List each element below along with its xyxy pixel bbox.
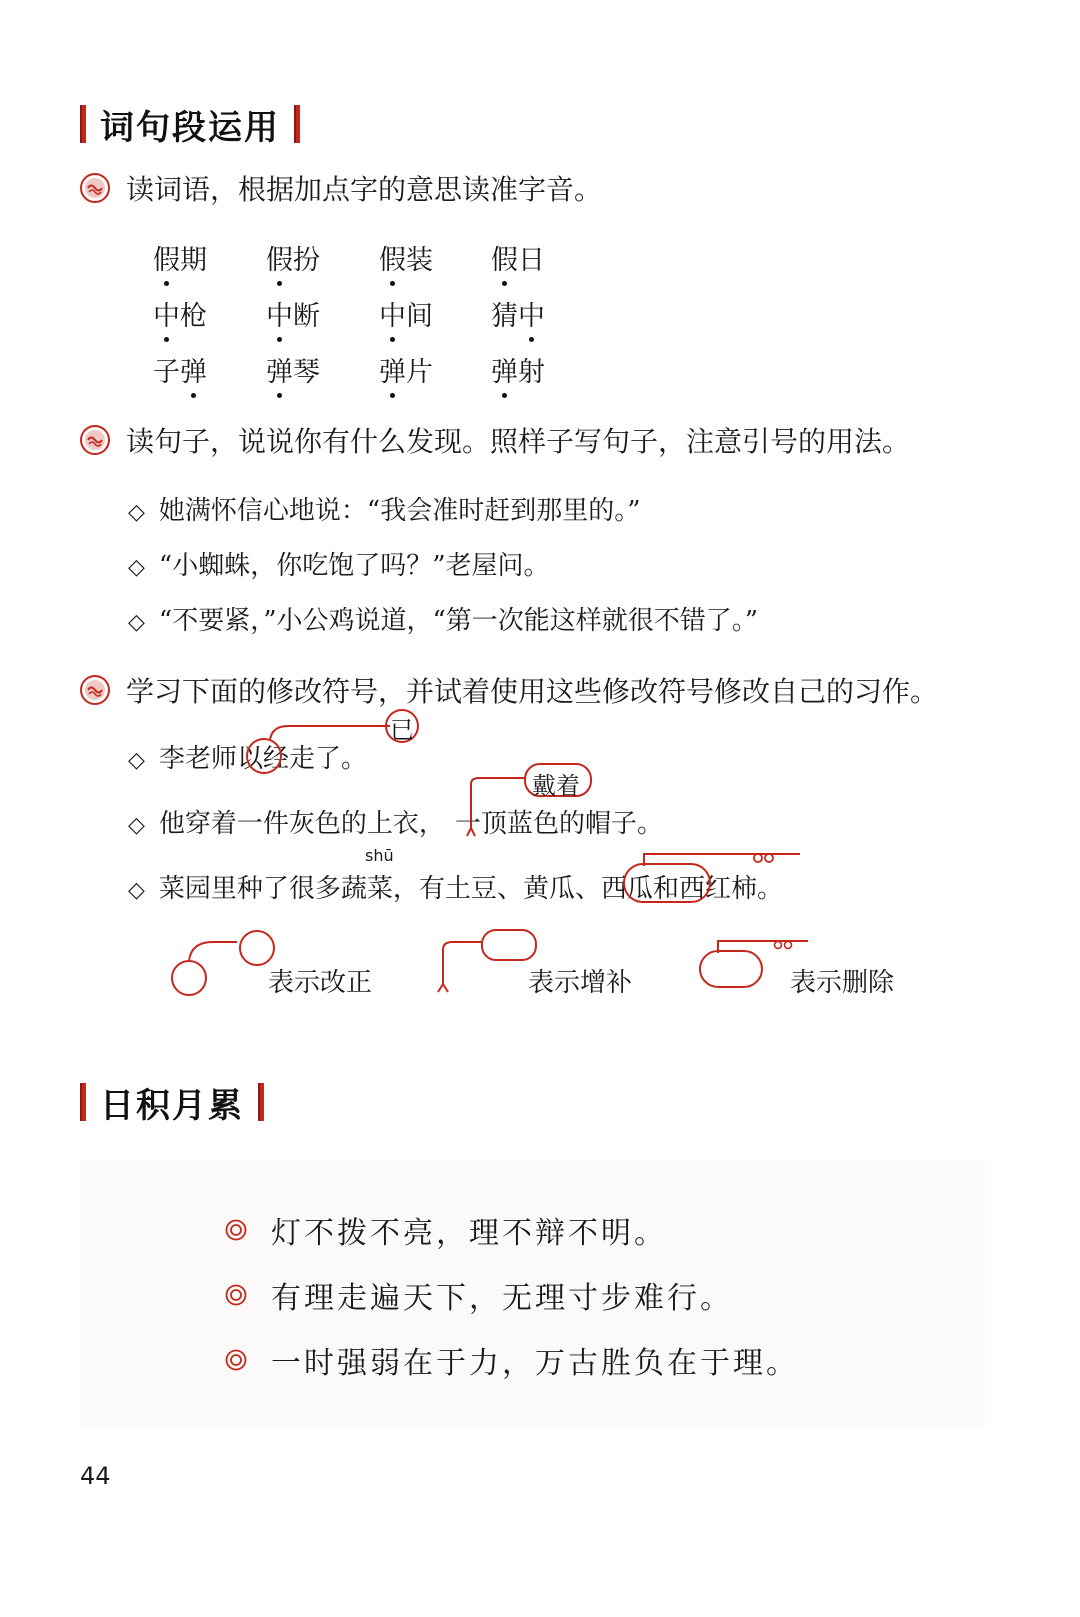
page-number: 44 [80,1462,111,1490]
word-plain-part: 琴 [293,357,320,388]
question-3-text: 学习下面的修改符号，并试着使用这些修改符号修改自己的习作。 [126,675,939,708]
section-header-ri-ji-yue-lei [80,1082,264,1126]
question-2-text: 读句子，说说你有什么发现。照样子写句子，注意引号的用法。 [126,425,911,458]
question-badge-icon [80,675,110,705]
revision-example-insertion: ◇ 他穿着一件灰色的上衣， 一顶蓝色的帽子。 [128,809,663,839]
word-item [153,294,207,333]
dotted-char: 弹 [379,350,406,389]
example-sentence-3: ◇ “不要紧，”小公鸡说道，“第一次能这样就很不错了。” [128,606,759,636]
word-item [266,294,320,333]
section-title: 词句段运用 [100,107,280,148]
left-title-bar [80,105,86,143]
word-plain-part: 猜 [491,301,518,332]
word-item [379,294,433,333]
example-sentence-2: ◇ “小蜘蛛，你吃饱了吗？”老屋问。 [128,551,550,581]
word-plain-part: 枪 [180,301,207,332]
pinyin-char: 蔬 [340,874,367,904]
word-item [379,350,433,389]
dotted-char: 弹 [491,350,518,389]
dotted-char: 弹 [266,350,293,389]
word-item [379,238,433,277]
question-2 [80,420,910,460]
right-title-bar [294,105,300,143]
diamond-bullet-icon: ◇ [128,500,145,525]
dotted-char: 中 [266,294,293,333]
left-title-bar [80,1083,86,1121]
legend-insertion-label: 表示增补 [528,968,633,998]
revision-example-deletion: ◇ 菜园里种了很多蔬菜，有土豆、黄瓜、西瓜和西红柿。 [128,874,783,904]
diamond-bullet-icon: ◇ [128,748,145,773]
double-circle-bullet-icon [225,1284,247,1306]
deletion-mark [618,842,808,912]
correction-char: 已 [390,716,414,744]
example-sentence-1: ◇ 她满怀信心地说：“我会准时赶到那里的。” [128,496,641,526]
dotted-char: 假 [266,238,293,277]
dotted-char: 中 [153,294,180,333]
word-item [153,350,207,389]
section-title: 日积月累 [100,1085,244,1126]
pinyin-annotation: shū [365,846,394,865]
word-item [153,238,207,277]
dotted-char: 弹 [180,350,207,389]
word-plain-part: 射 [518,357,545,388]
word-plain-part: 片 [406,357,433,388]
diamond-bullet-icon: ◇ [128,555,145,580]
section-header-ci-ju-duan [80,104,300,148]
circled-error-char: 以 [236,744,263,774]
diamond-bullet-icon: ◇ [128,813,145,838]
revision-example-correction: ◇ 李老师以经走了。 [128,744,367,774]
word-plain-part: 子 [153,357,180,388]
word-plain-part: 日 [518,245,545,276]
double-circle-bullet-icon [225,1349,247,1371]
word-plain-part: 期 [180,245,207,276]
diamond-bullet-icon: ◇ [128,610,145,635]
word-plain-part: 断 [293,301,320,332]
saying-3: 一时强弱在于力，万古胜负在于理。 [225,1338,799,1382]
word-item [491,238,545,277]
dotted-char: 假 [379,238,406,277]
word-plain-part: 扮 [293,245,320,276]
legend-deletion-label: 表示删除 [790,968,895,998]
dotted-char: 假 [153,238,180,277]
word-plain-part: 装 [406,245,433,276]
word-plain-part: 间 [406,301,433,332]
legend-correction-symbol [165,930,285,1002]
word-item [491,294,545,333]
dotted-char: 中 [379,294,406,333]
deleted-text: 、西瓜 [574,874,653,904]
saying-2: 有理走遍天下，无理寸步难行。 [225,1273,733,1317]
insertion-text: 戴着 [532,772,580,800]
question-3 [80,670,938,710]
question-badge-icon [80,173,110,203]
legend-correction-label: 表示改正 [268,968,373,998]
word-item [491,350,545,389]
word-item [266,350,320,389]
question-1 [80,168,602,208]
diamond-bullet-icon: ◇ [128,878,145,903]
dotted-char: 假 [491,238,518,277]
question-1-text: 读词语，根据加点字的意思读准字音。 [126,173,603,206]
dotted-char: 中 [518,294,545,333]
right-title-bar [258,1083,264,1121]
word-item [266,238,320,277]
question-badge-icon [80,425,110,455]
saying-1: 灯不拨不亮，理不辩不明。 [225,1208,667,1252]
double-circle-bullet-icon [225,1219,247,1241]
